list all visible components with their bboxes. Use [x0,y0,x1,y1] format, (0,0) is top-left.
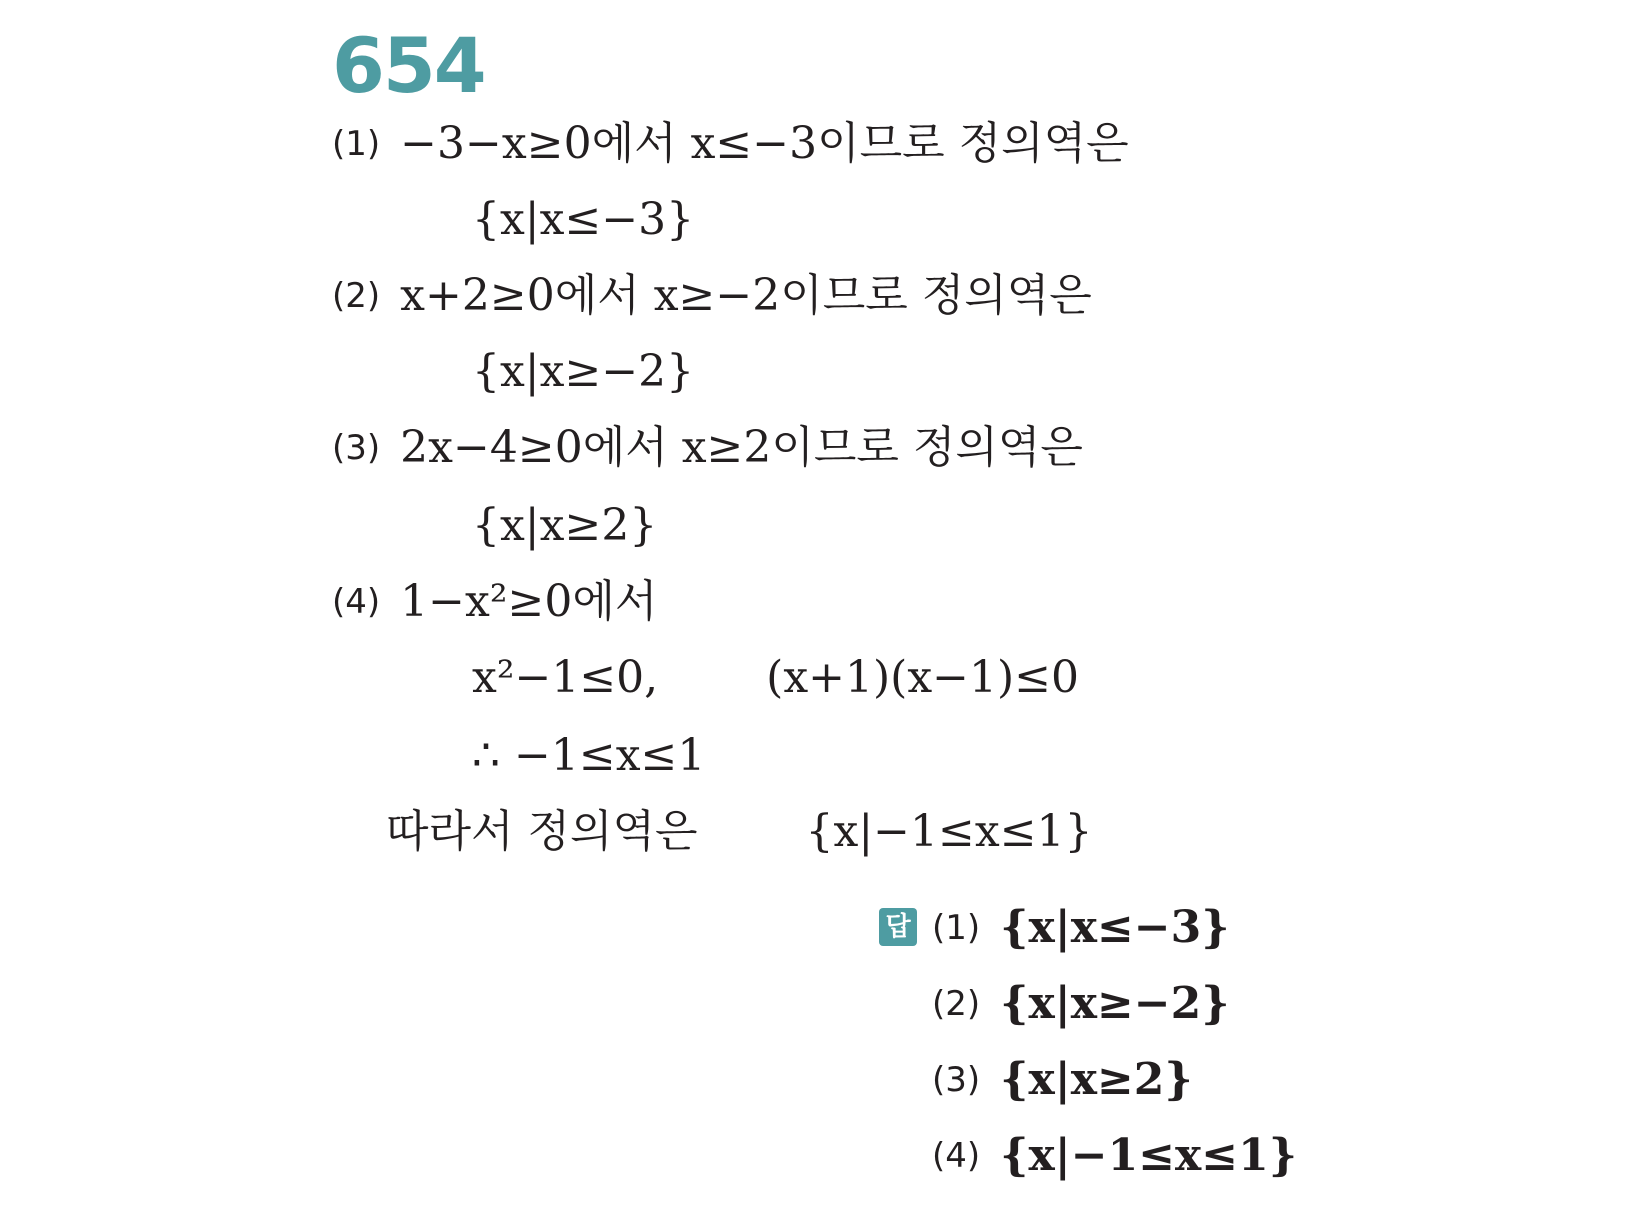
answer-value: {x|−1≤x≤1} [1000,1130,1298,1181]
part4-text: 1−x²≥0에서 [400,576,658,627]
part4-step1 [472,652,1080,703]
part1-marker: (1) [332,124,381,164]
part3-marker: (3) [332,428,381,468]
answer-marker: (4) [932,1136,981,1176]
part4-step1b: (x+1)(x−1)≤0 [766,652,1080,703]
part4-conclusion [386,806,1093,857]
problem-number: 654 [332,21,485,110]
part4-marker: (4) [332,582,381,622]
part4-step1a: x²−1≤0, [472,652,659,703]
part4-line [332,576,658,627]
part1-text: −3−x≥0에서 x≤−3이므로 정의역은 [400,118,1129,169]
part2-line [332,270,1092,321]
answer-value: {x|x≥2} [1000,1054,1193,1105]
part2-result: {x|x≥−2} [472,346,695,397]
answer-item [932,978,1230,1029]
answer-value: {x|x≥−2} [1000,978,1230,1029]
part2-marker: (2) [332,276,381,316]
answer-item [932,902,1230,953]
part4-conclusion-result: {x|−1≤x≤1} [805,806,1093,857]
part3-line [332,422,1083,473]
answer-marker: (2) [932,984,981,1024]
part4-step2: ∴ −1≤x≤1 [472,730,706,781]
answer-value: {x|x≤−3} [1000,902,1230,953]
part1-line [332,118,1129,169]
part3-text: 2x−4≥0에서 x≥2이므로 정의역은 [400,422,1083,473]
part3-result: {x|x≥2} [472,500,658,551]
part2-text: x+2≥0에서 x≥−2이므로 정의역은 [400,270,1092,321]
answer-marker: (1) [932,908,981,948]
answer-item [932,1054,1193,1105]
part1-result: {x|x≤−3} [472,194,695,245]
part4-conclusion-text: 따라서 정의역은 [386,806,698,857]
answer-item [932,1130,1298,1181]
answer-badge: 답 [879,908,917,946]
answer-marker: (3) [932,1060,981,1100]
